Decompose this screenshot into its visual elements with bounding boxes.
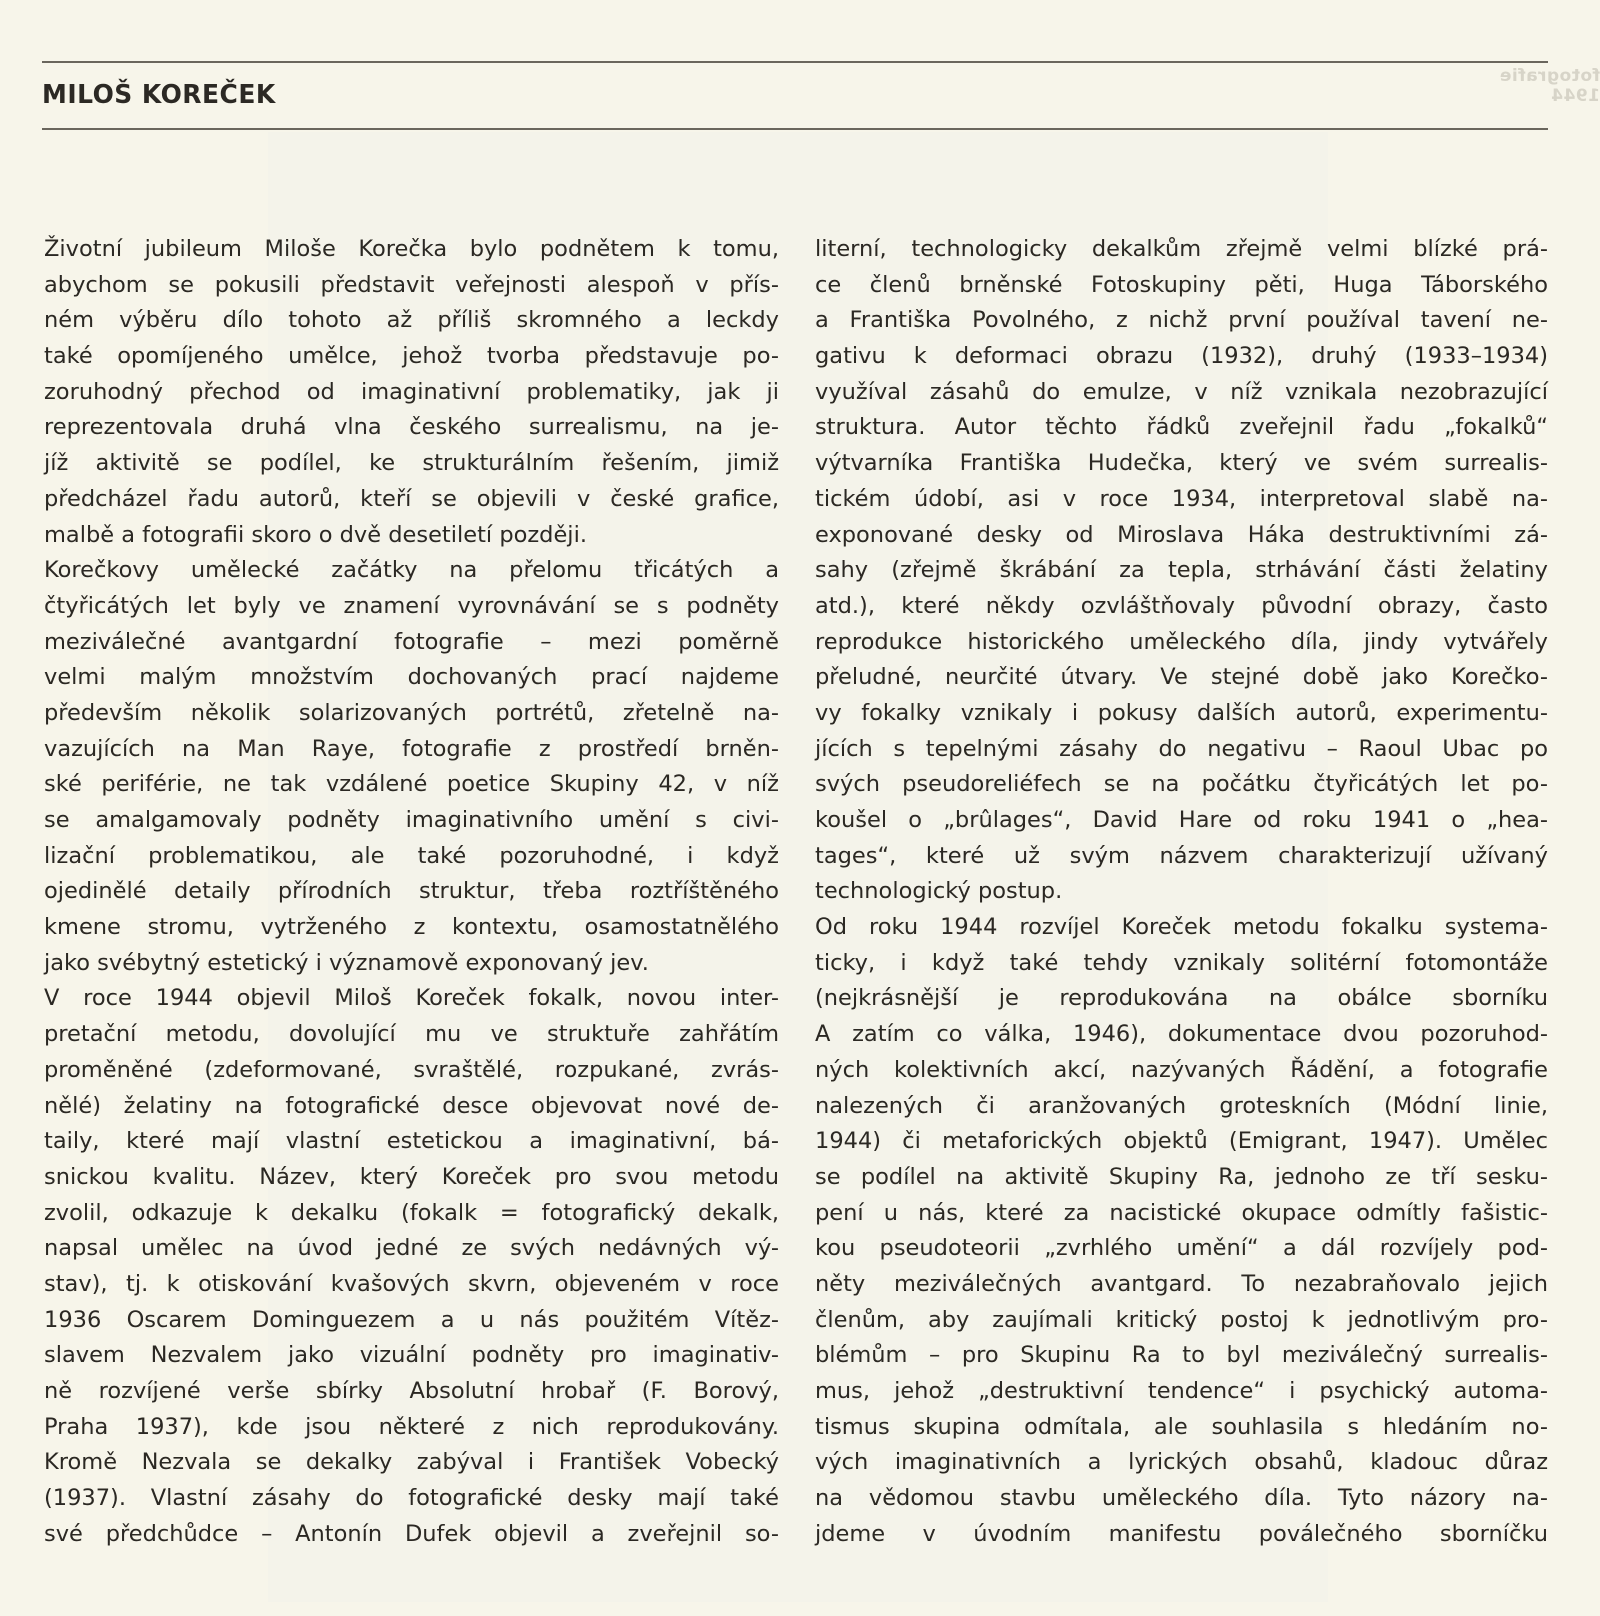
text-line: exponované desky od Miroslava Háka destruktivními zá- xyxy=(815,521,1548,548)
text-line: vy fokalky vznikaly i pokusy dalších autorů, experimentu- xyxy=(815,699,1548,726)
text-line: pretační metodu, dovolující mu ve struktuře zahřátím xyxy=(44,1021,779,1048)
text-line: kmene stromu, vytrženého z kontextu, osamostatnělého xyxy=(44,914,779,941)
text-line: 1944) či metaforických objektů (Emigrant, 1947). Umělec xyxy=(815,1128,1548,1155)
text-line: velmi malým množstvím dochovaných prací najdeme xyxy=(44,664,779,691)
text-line: literní, technologicky dekalkům zřejmě velmi blízké prá- xyxy=(815,236,1548,262)
text-line: (1937). Vlastní zásahy do fotografické desky mají také xyxy=(44,1485,779,1512)
text-line: zoruhodný přechod od imaginativní problematiky, jak ji xyxy=(44,378,779,405)
text-line: své předchůdce – Antonín Dufek objevil a zveřejnil so- xyxy=(44,1520,779,1547)
text-line: nalezených či aranžovaných groteskních (Módní linie, xyxy=(815,1092,1548,1119)
text-line: se amalgamovaly podněty imaginativního umění s civi- xyxy=(44,807,779,833)
text-line: něty meziválečných avantgard. To nezabraňovalo jejich xyxy=(815,1270,1548,1297)
text-line: tages“, které už svým názvem charakterizují užívaný xyxy=(815,842,1548,869)
text-line: tickém údobí, asi v roce 1934, interpretoval slabě na- xyxy=(815,485,1548,512)
text-line: také opomíjeného umělce, jehož tvorba představuje po- xyxy=(44,343,779,370)
text-line: tismus skupina odmítala, ale souhlasila s hledáním no- xyxy=(815,1413,1548,1440)
text-line: reprodukce historického uměleckého díla, jindy vytvářely xyxy=(815,628,1548,655)
text-line: členům, aby zaujímali kritický postoj k jednotlivým pro- xyxy=(815,1306,1548,1333)
text-line: výtvarníka Františka Hudečka, který ve svém surrealis- xyxy=(815,450,1548,477)
text-line: jíž aktivitě se podílel, ke strukturálním řešením, jimiž xyxy=(44,450,779,477)
text-line: jako svébytný estetický i významově exponovaný jev. xyxy=(44,949,649,976)
text-line: především několik solarizovaných portrétů, zřetelně na- xyxy=(44,699,779,726)
text-line: ce členů brněnské Fotoskupiny pěti, Huga Táborského xyxy=(815,271,1548,298)
text-line: (nejkrásnější je reprodukována na obálce sborníku xyxy=(815,985,1548,1012)
text-column-right xyxy=(815,232,1548,1552)
text-line: technologický postup. xyxy=(815,878,1063,905)
text-line: blémům – pro Skupinu Ra to byl meziválečný surrealis- xyxy=(815,1342,1548,1369)
text-line: a Františka Povolného, z nichž první používal tavení ne- xyxy=(815,307,1548,334)
text-line: na vědomou stavbu uměleckého díla. Tyto názory na- xyxy=(815,1485,1548,1512)
text-line: ojedinělé detaily přírodních struktur, třeba roztříštěného xyxy=(44,878,779,905)
article-heading: MILOŠ KOREČEK xyxy=(42,80,276,110)
text-line: sahy (zřejmě škrábání za tepla, strhávání části želatiny xyxy=(815,557,1548,584)
text-line: stav), tj. k otiskování kvašových skvrn, objeveném v roce xyxy=(44,1270,779,1297)
text-line: lizační problematikou, ale také pozoruhodné, i když xyxy=(44,842,779,869)
text-line: nělé) želatiny na fotografické desce objevovat nové de- xyxy=(44,1092,779,1119)
text-line: ných kolektivních akcí, nazývaných Řádění, a fotografie xyxy=(815,1056,1548,1083)
text-line: přeludné, neurčité útvary. Ve stejné době jako Korečko- xyxy=(815,664,1548,691)
text-line: pení u nás, které za nacistické okupace odmítly fašistic- xyxy=(815,1199,1548,1226)
text-line: ně rozvíjené verše sbírky Absolutní hrobař (F. Borový, xyxy=(44,1378,779,1404)
text-line: atd.), které někdy ozvláštňovaly původní obrazy, často xyxy=(815,592,1548,619)
text-line: struktura. Autor těchto řádků zveřejnil řadu „fokalků“ xyxy=(815,414,1548,441)
text-line: Korečkovy umělecké začátky na přelomu třicátých a xyxy=(44,557,779,584)
text-line: reprezentovala druhá vlna českého surrealismu, na je- xyxy=(44,414,779,441)
text-line: předcházel řadu autorů, kteří se objevili v české grafice, xyxy=(44,485,779,512)
text-line: zvolil, odkazuje k dekalku (fokalk = fotografický dekalk, xyxy=(44,1199,779,1226)
text-line: ské periférie, ne tak vzdálené poetice Skupiny 42, v níž xyxy=(44,771,779,798)
text-line: se podílel na aktivitě Skupiny Ra, jednoho ze tří sesku- xyxy=(815,1163,1548,1190)
text-line: ticky, i když také tehdy vznikaly solitérní fotomontáže xyxy=(815,949,1548,976)
text-line: meziválečné avantgardní fotografie – mezi poměrně xyxy=(44,628,779,655)
text-line: gativu k deformaci obrazu (1932), druhý (1933–1934) xyxy=(815,343,1548,370)
text-line: Od roku 1944 rozvíjel Koreček metodu fokalku systema- xyxy=(815,914,1548,941)
text-line: Životní jubileum Miloše Korečka bylo podnětem k tomu, xyxy=(44,236,779,262)
text-line: vazujících na Man Raye, fotografie z prostředí brněn- xyxy=(44,735,779,762)
text-line: Kromě Nezvala se dekalky zabýval i František Vobecký xyxy=(44,1449,779,1476)
text-line: koušel o „brûlages“, David Hare od roku 1941 o „hea- xyxy=(815,807,1548,833)
text-line: slavem Nezvalem jako vizuální podněty pro imaginativ- xyxy=(44,1342,779,1369)
bleed-through-text: fotografie 1944 xyxy=(1499,66,1600,106)
text-line: ném výběru dílo tohoto až příliš skromného a leckdy xyxy=(44,307,779,334)
text-line: 1936 Oscarem Dominguezem a u nás použitém Vítěz- xyxy=(44,1306,779,1333)
text-line: vých imaginativních a lyrických obsahů, kladouc důraz xyxy=(815,1449,1548,1476)
text-line: snickou kvalitu. Název, který Koreček pro svou metodu xyxy=(44,1163,779,1190)
top-rule xyxy=(42,61,1548,63)
text-line: A zatím co válka, 1946), dokumentace dvou pozoruhod- xyxy=(815,1021,1548,1048)
text-line: jících s tepelnými zásahy do negativu – Raoul Ubac po xyxy=(815,735,1548,762)
heading-bottom-rule xyxy=(42,128,1548,130)
text-line: V roce 1944 objevil Miloš Koreček fokalk, novou inter- xyxy=(44,985,779,1012)
text-line: abychom se pokusili představit veřejnosti alespoň v přís- xyxy=(44,271,779,298)
text-line: Praha 1937), kde jsou některé z nich reprodukovány. xyxy=(44,1413,779,1440)
text-column-left xyxy=(44,232,779,1552)
text-line: jdeme v úvodním manifestu poválečného sborníčku xyxy=(815,1520,1548,1547)
text-line: svých pseudoreliéfech se na počátku čtyřicátých let po- xyxy=(815,771,1548,798)
text-line: mus, jehož „destruktivní tendence“ i psychický automa- xyxy=(815,1378,1548,1404)
text-line: napsal umělec na úvod jedné ze svých nedávných vý- xyxy=(44,1235,779,1262)
text-line: taily, které mají vlastní estetickou a imaginativní, bá- xyxy=(44,1128,779,1155)
text-line: kou pseudoteorii „zvrhlého umění“ a dál rozvíjely pod- xyxy=(815,1235,1548,1262)
text-line: využíval zásahů do emulze, v níž vznikala nezobrazující xyxy=(815,378,1548,405)
text-line: čtyřicátých let byly ve znamení vyrovnávání se s podněty xyxy=(44,592,779,619)
text-line: proměněné (zdeformované, svraštělé, rozpukané, zvrás- xyxy=(44,1056,779,1083)
text-line: malbě a fotografii skoro o dvě desetiletí později. xyxy=(44,521,587,548)
